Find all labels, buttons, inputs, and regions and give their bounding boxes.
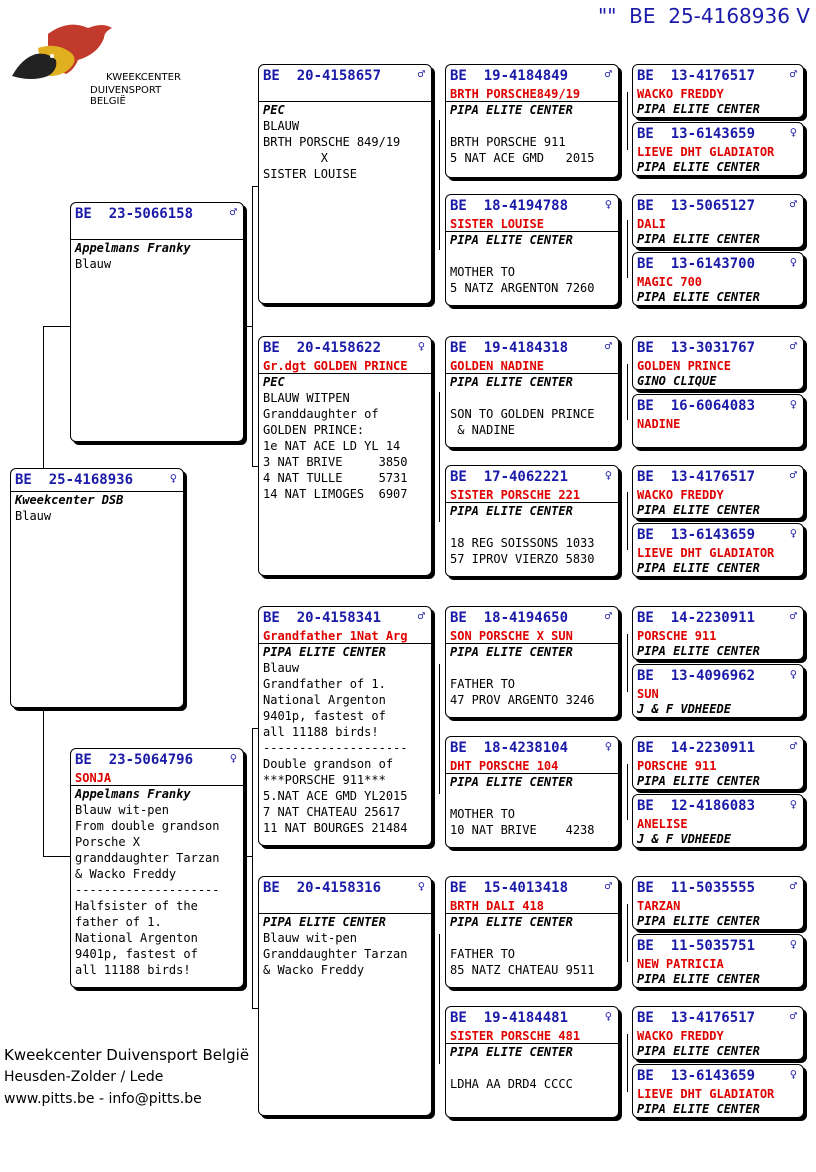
breeder-name: PIPA ELITE CENTER xyxy=(637,972,760,986)
pigeon-description: MOTHER TO 5 NATZ ARGENTON 7260 xyxy=(450,265,595,295)
male-icon: ♂ xyxy=(789,879,797,893)
pigeon-name: Gr.dgt GOLDEN PRINCE xyxy=(263,359,408,373)
ring-number: BE 16-6064083 xyxy=(637,398,756,414)
breeder-name: Appelmans Franky xyxy=(75,241,191,255)
ring-number: BE 13-4176517 xyxy=(637,1010,756,1026)
ring-number: BE 11-5035751 xyxy=(637,938,756,954)
great-grandparent-card[interactable] xyxy=(445,736,619,848)
female-icon: ♀ xyxy=(229,751,237,765)
female-icon: ♀ xyxy=(169,471,177,485)
header-quote: "" xyxy=(598,4,617,28)
female-icon: ♀ xyxy=(789,1067,797,1081)
ring-number: BE 23-5064796 xyxy=(75,752,194,768)
female-icon: ♀ xyxy=(604,197,612,211)
ring-number: BE 19-4184481 xyxy=(450,1010,569,1026)
ancestor-card[interactable] xyxy=(632,664,804,718)
breeder-name: PIPA ELITE CENTER xyxy=(637,160,760,174)
female-icon: ♀ xyxy=(604,468,612,482)
ring-number: BE 14-2230911 xyxy=(637,740,756,756)
male-icon: ♂ xyxy=(789,1009,797,1023)
female-icon: ♀ xyxy=(604,1009,612,1023)
pigeon-name: BRTH PORSCHE849/19 xyxy=(450,87,581,101)
logo-line-2: DUIVENSPORT BELGIË xyxy=(90,85,162,107)
ancestor-card[interactable] xyxy=(632,794,804,848)
breeder-name: PIPA ELITE CENTER xyxy=(637,1102,760,1116)
female-icon: ♀ xyxy=(789,526,797,540)
female-icon: ♀ xyxy=(789,397,797,411)
breeder-name: PIPA ELITE CENTER xyxy=(637,232,760,246)
pigeon-name: SISTER PORSCHE 221 xyxy=(450,488,581,502)
breeder-name: PIPA ELITE CENTER xyxy=(450,504,573,518)
pigeon-name: Grandfather 1Nat Arg xyxy=(263,629,408,643)
ring-number: BE 13-4176517 xyxy=(637,469,756,485)
pigeon-name: DHT PORSCHE 104 xyxy=(450,759,559,773)
breeder-name: PEC xyxy=(263,103,285,117)
sire-card[interactable] xyxy=(70,202,244,442)
ancestor-card[interactable] xyxy=(632,1064,804,1118)
breeder-name: PIPA ELITE CENTER xyxy=(637,1044,760,1058)
pigeon-description: MOTHER TO 10 NAT BRIVE 4238 xyxy=(450,807,595,837)
grandparent-card[interactable] xyxy=(258,64,432,304)
male-icon: ♂ xyxy=(789,197,797,211)
pigeon-name: NEW PATRICIA xyxy=(637,957,724,971)
ancestor-card[interactable] xyxy=(632,336,804,390)
pigeon-description: BLAUW BRTH PORSCHE 849/19 X SISTER LOUISE xyxy=(263,119,401,181)
ancestor-card[interactable] xyxy=(632,64,804,118)
female-icon: ♀ xyxy=(604,739,612,753)
pigeon-description: FATHER TO 85 NATZ CHATEAU 9511 xyxy=(450,947,595,977)
grandparent-card[interactable] xyxy=(258,606,432,846)
male-icon: ♂ xyxy=(789,609,797,623)
connector-line xyxy=(627,764,628,820)
connector-line xyxy=(627,220,628,278)
female-icon: ♀ xyxy=(417,879,425,893)
connector-line xyxy=(439,934,440,1064)
great-grandparent-card[interactable] xyxy=(445,194,619,306)
pigeon-name: ANELISE xyxy=(637,817,688,831)
female-icon: ♀ xyxy=(789,667,797,681)
ancestor-card[interactable] xyxy=(632,122,804,176)
connector-line xyxy=(43,710,44,856)
ring-number: BE 13-6143659 xyxy=(637,1068,756,1084)
ring-number: BE 17-4062221 xyxy=(450,469,569,485)
male-icon: ♂ xyxy=(789,739,797,753)
connector-line xyxy=(252,728,253,1008)
ring-number: BE 12-4186083 xyxy=(637,798,756,814)
ring-number: BE 18-4238104 xyxy=(450,740,569,756)
female-icon: ♀ xyxy=(789,797,797,811)
pigeon-name: BRTH DALI 418 xyxy=(450,899,544,913)
connector-line xyxy=(627,492,628,550)
breeder-name: PIPA ELITE CENTER xyxy=(450,375,573,389)
pigeon-name: TARZAN xyxy=(637,899,681,913)
pigeon-name: PORSCHE 911 xyxy=(637,759,717,773)
pigeon-name: SON PORSCHE X SUN xyxy=(450,629,573,643)
ancestor-card[interactable] xyxy=(632,523,804,577)
connector-line xyxy=(627,92,628,150)
pigeon-name: DALI xyxy=(637,217,666,231)
ring-number: BE 13-6143700 xyxy=(637,256,756,272)
breeder-name: PIPA ELITE CENTER xyxy=(637,774,760,788)
pigeon-name: MAGIC 700 xyxy=(637,275,703,289)
breeder-name: PIPA ELITE CENTER xyxy=(637,102,760,116)
connector-line xyxy=(439,392,440,522)
ancestor-card[interactable] xyxy=(632,606,804,660)
ancestor-card[interactable] xyxy=(632,465,804,519)
male-icon: ♂ xyxy=(604,879,612,893)
male-icon: ♂ xyxy=(789,468,797,482)
female-icon: ♀ xyxy=(417,339,425,353)
ring-number: BE 18-4194650 xyxy=(450,610,569,626)
ring-number: BE 15-4013418 xyxy=(450,880,569,896)
dam-card[interactable] xyxy=(70,748,244,988)
connector-line xyxy=(439,664,440,794)
ancestor-card[interactable] xyxy=(632,876,804,930)
pigeon-description: 18 REG SOISSONS 1033 57 IPROV VIERZO 5830 xyxy=(450,536,595,566)
pigeon-description: SON TO GOLDEN PRINCE & NADINE xyxy=(450,407,595,437)
connector-line xyxy=(627,634,628,692)
pigeon-name: SUN xyxy=(637,687,659,701)
pigeon-description: Blauw xyxy=(15,509,52,523)
great-grandparent-card[interactable] xyxy=(445,465,619,577)
pigeon-description: Blauw wit-pen Granddaughter Tarzan & Wacko Freddy xyxy=(263,931,408,977)
female-icon: ♀ xyxy=(789,125,797,139)
pigeon-name: WACKO FREDDY xyxy=(637,488,724,502)
ring-number: BE 20-4158316 xyxy=(263,880,382,896)
ring-number: BE 13-4176517 xyxy=(637,68,756,84)
breeder-name: PIPA ELITE CENTER xyxy=(263,645,386,659)
breeder-name: PIPA ELITE CENTER xyxy=(450,915,573,929)
male-icon: ♂ xyxy=(604,339,612,353)
logo xyxy=(8,14,188,107)
ring-number: BE 13-6143659 xyxy=(637,126,756,142)
pigeon-description: BRTH PORSCHE 911 5 NAT ACE GMD 2015 xyxy=(450,135,595,165)
ring-number: BE 13-6143659 xyxy=(637,527,756,543)
female-icon: ♀ xyxy=(789,937,797,951)
pigeon-description: Blauw xyxy=(75,257,112,271)
male-icon: ♂ xyxy=(604,67,612,81)
ancestor-card[interactable] xyxy=(632,736,804,790)
grandparent-card[interactable] xyxy=(258,336,432,576)
ring-number: BE 19-4184318 xyxy=(450,340,569,356)
breeder-name xyxy=(633,431,803,432)
breeder-name: PEC xyxy=(263,375,285,389)
connector-line xyxy=(627,1034,628,1092)
connector-line xyxy=(439,120,440,250)
male-icon: ♂ xyxy=(604,609,612,623)
breeder-name: PIPA ELITE CENTER xyxy=(450,103,573,117)
pigeon-description: Blauw wit-pen From double grandson Porsche X granddaughter Tarzan & Wacko Freddy -------------------- Halfsister of the father of 1. National Argenton 9401p, fastest of all 11188 birds! xyxy=(75,803,220,977)
breeder-name: PIPA ELITE CENTER xyxy=(637,290,760,304)
pigeon-name: WACKO FREDDY xyxy=(637,1029,724,1043)
great-grandparent-card[interactable] xyxy=(445,876,619,988)
pigeon-description: Blauw Grandfather of 1. National Argenton 9401p, fastest of all 11188 birds! -------------------- Double grandson of ***PORSCHE 911*** 5.NAT ACE GMD YL2015 7 NAT CHATEAU 25617 11 NAT BOURGES 21484 xyxy=(263,661,408,835)
male-icon: ♂ xyxy=(417,609,425,623)
pigeon-name: PORSCHE 911 xyxy=(637,629,717,643)
pigeon-name: NADINE xyxy=(637,417,681,431)
pigeon-name: LIEVE DHT GLADIATOR xyxy=(637,145,775,159)
male-icon: ♂ xyxy=(229,205,237,219)
ring-number: BE 25-4168936 xyxy=(15,472,134,488)
grandparent-card[interactable] xyxy=(258,876,432,1116)
ring-number: BE 13-4096962 xyxy=(637,668,756,684)
breeder-name: PIPA ELITE CENTER xyxy=(637,503,760,517)
pigeon-name: SISTER PORSCHE 481 xyxy=(450,1029,581,1043)
great-grandparent-card[interactable] xyxy=(445,606,619,718)
breeder-name: PIPA ELITE CENTER xyxy=(450,775,573,789)
great-grandparent-card[interactable] xyxy=(445,336,619,448)
ring-number: BE 23-5066158 xyxy=(75,206,194,222)
ring-number: BE 11-5035555 xyxy=(637,880,756,896)
ring-number: BE 14-2230911 xyxy=(637,610,756,626)
breeder-name: Kweekcenter DSB xyxy=(15,493,124,507)
header-ring: BE 25-4168936 V xyxy=(629,4,810,28)
pigeon-name: GOLDEN PRINCE xyxy=(637,359,731,373)
breeder-name: PIPA ELITE CENTER xyxy=(450,645,573,659)
pigeon-name: SISTER LOUISE xyxy=(450,217,544,231)
header-ring-number xyxy=(598,4,810,28)
ring-number: BE 19-4184849 xyxy=(450,68,569,84)
great-grandparent-card[interactable] xyxy=(445,64,619,178)
pigeon-name: LIEVE DHT GLADIATOR xyxy=(637,546,775,560)
breeder-name: PIPA ELITE CENTER xyxy=(637,914,760,928)
great-grandparent-card[interactable] xyxy=(445,1006,619,1118)
breeder-name: PIPA ELITE CENTER xyxy=(637,561,760,575)
ancestor-card[interactable] xyxy=(632,394,804,448)
pigeon-description: LDHA AA DRD4 CCCC xyxy=(450,1077,573,1091)
pigeon-name: SONJA xyxy=(75,771,112,785)
connector-line xyxy=(627,364,628,420)
pigeon-name: WACKO FREDDY xyxy=(637,87,724,101)
ring-number: BE 18-4194788 xyxy=(450,198,569,214)
female-icon: ♀ xyxy=(789,255,797,269)
ring-number: BE 13-5065127 xyxy=(637,198,756,214)
breeder-name: J & F VDHEEDE xyxy=(637,832,731,846)
connector-line xyxy=(43,326,44,468)
ancestor-card[interactable] xyxy=(632,934,804,988)
male-icon: ♂ xyxy=(417,67,425,81)
pigeon-name: GOLDEN NADINE xyxy=(450,359,544,373)
breeder-name: GINO CLIQUE xyxy=(637,374,717,388)
subject-card[interactable] xyxy=(10,468,184,708)
breeder-name: PIPA ELITE CENTER xyxy=(450,1045,573,1059)
connector-line xyxy=(246,856,253,857)
male-icon: ♂ xyxy=(789,339,797,353)
ancestor-card[interactable] xyxy=(632,252,804,306)
connector-line xyxy=(246,326,253,327)
breeder-name: PIPA ELITE CENTER xyxy=(637,644,760,658)
ancestor-card[interactable] xyxy=(632,194,804,248)
connector-line xyxy=(43,856,71,857)
ring-number: BE 13-3031767 xyxy=(637,340,756,356)
breeder-name: Appelmans Franky xyxy=(75,787,191,801)
pigeon-name: LIEVE DHT GLADIATOR xyxy=(637,1087,775,1101)
footer-company: Kweekcenter Duivensport België xyxy=(4,1046,250,1064)
ring-number: BE 20-4158622 xyxy=(263,340,382,356)
footer-location: Heusden-Zolder / Lede xyxy=(4,1069,164,1085)
pigeon-description: BLAUW WITPEN Granddaughter of GOLDEN PRINCE: 1e NAT ACE LD YL 14 3 NAT BRIVE 3850 4 NAT TULLE 5731 14 NAT LIMOGES 6907 xyxy=(263,391,408,501)
ancestor-card[interactable] xyxy=(632,1006,804,1060)
connector-line xyxy=(43,326,71,327)
breeder-name: PIPA ELITE CENTER xyxy=(263,915,386,929)
pigeon-description: FATHER TO 47 PROV ARGENTO 3246 xyxy=(450,677,595,707)
footer-contact-link[interactable]: www.pitts.be - info@pitts.be xyxy=(4,1091,202,1107)
breeder-name: PIPA ELITE CENTER xyxy=(450,233,573,247)
ring-number: BE 20-4158657 xyxy=(263,68,382,84)
male-icon: ♂ xyxy=(789,67,797,81)
breeder-name: J & F VDHEEDE xyxy=(637,702,731,716)
ring-number: BE 20-4158341 xyxy=(263,610,382,626)
logo-line-1: KWEEKCENTER xyxy=(106,72,181,83)
connector-line xyxy=(627,904,628,962)
